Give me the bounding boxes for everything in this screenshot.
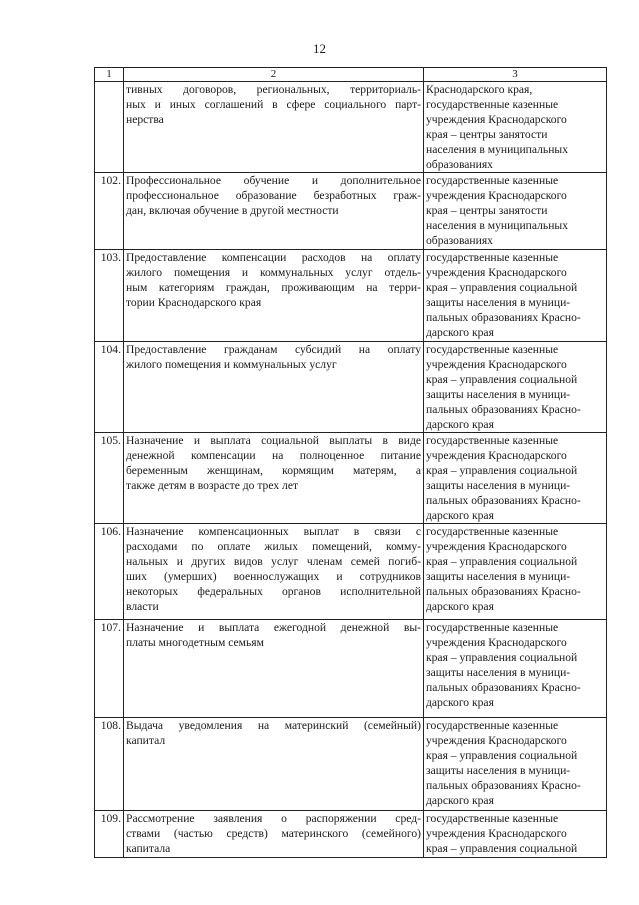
description-line: ным категориям граждан, проживающим на терри- xyxy=(126,281,421,294)
organization-line: края – управления социальной xyxy=(426,281,578,294)
organization-line: Краснодарского края, xyxy=(426,83,533,96)
organization-line: пальных образованиях Красно- xyxy=(426,585,581,598)
description-line: Предоставление компенсации расходов на оплату xyxy=(126,251,421,264)
description-line: расходами по оплате жилых помещений, комму- xyxy=(126,540,421,553)
row-number: 107. xyxy=(95,620,124,718)
organization-line: учреждения Краснодарского xyxy=(426,540,567,553)
description-line: капитал xyxy=(126,734,166,747)
service-description xyxy=(124,811,424,858)
description-line: ствами (частью средств) материнского (семейного) xyxy=(126,827,421,840)
table-row xyxy=(95,173,607,250)
responsible-organization xyxy=(424,433,607,524)
organization-line: края – управления социальной xyxy=(426,651,578,664)
description-line: ных и иных соглашений в сфере социального парт- xyxy=(126,98,421,111)
table-header-row xyxy=(95,68,607,82)
table-row xyxy=(95,250,607,342)
organization-line: учреждения Краснодарского xyxy=(426,266,567,279)
service-description xyxy=(124,82,424,173)
description-line: нальных и других видов услуг членам семей погиб- xyxy=(126,555,421,568)
organization-line: края – управления социальной xyxy=(426,464,578,477)
organization-line: защиты населения в муници- xyxy=(426,666,571,679)
description-line: Рассмотрение заявления о распоряжении сред- xyxy=(126,812,421,825)
description-line: жилого помещения и коммунальных услуг xyxy=(126,358,337,371)
table-row xyxy=(95,342,607,433)
description-line: Профессиональное обучение и дополнительное xyxy=(126,174,421,187)
row-number: 104. xyxy=(95,342,124,433)
description-line: платы многодетным семьям xyxy=(126,636,264,649)
organization-line: защиты населения в муници- xyxy=(426,764,571,777)
description-line: нерства xyxy=(126,113,164,126)
description-line: беременным женщинам, кормящим матерям, а xyxy=(126,464,421,477)
service-description xyxy=(124,342,424,433)
service-description xyxy=(124,250,424,342)
table-row xyxy=(95,82,607,173)
organization-line: государственные казенные xyxy=(426,812,559,825)
organization-line: государственные казенные xyxy=(426,525,559,538)
organization-line: учреждения Краснодарского xyxy=(426,827,567,840)
service-description xyxy=(124,524,424,620)
organization-line: государственные казенные xyxy=(426,343,559,356)
table-row xyxy=(95,524,607,620)
service-description xyxy=(124,433,424,524)
responsible-organization xyxy=(424,718,607,811)
organization-line: края – управления социальной xyxy=(426,373,578,386)
description-line: Предоставление гражданам субсидий на оплату xyxy=(126,343,421,356)
row-number: 109. xyxy=(95,811,124,858)
service-description xyxy=(124,620,424,718)
description-line: тивных договоров, региональных, территориаль- xyxy=(126,83,421,96)
row-number: 108. xyxy=(95,718,124,811)
organization-line: дарского края xyxy=(426,509,494,522)
description-line: власти xyxy=(126,600,159,613)
organization-line: учреждения Краснодарского xyxy=(426,189,567,202)
description-line: денежной компенсации на полноценное питание xyxy=(126,449,421,462)
organization-line: учреждения Краснодарского xyxy=(426,734,567,747)
responsible-organization xyxy=(424,342,607,433)
service-description xyxy=(124,718,424,811)
row-number: 102. xyxy=(95,173,124,250)
table-row xyxy=(95,433,607,524)
organization-line: пальных образованиях Красно- xyxy=(426,311,581,324)
organization-line: защиты населения в муници- xyxy=(426,296,571,309)
description-line: Назначение и выплата социальной выплаты в виде xyxy=(126,434,421,447)
organization-line: дарского края xyxy=(426,794,494,807)
service-description xyxy=(124,173,424,250)
organization-line: дарского края xyxy=(426,696,494,709)
organization-line: края – управления социальной xyxy=(426,749,578,762)
column-header-service: 2 xyxy=(124,68,424,82)
column-header-organization: 3 xyxy=(424,68,607,82)
organization-line: пальных образованиях Красно- xyxy=(426,494,581,507)
responsible-organization xyxy=(424,620,607,718)
organization-line: учреждения Краснодарского xyxy=(426,358,567,371)
column-header-number: 1 xyxy=(95,68,124,82)
row-number: 106. xyxy=(95,524,124,620)
description-line: Выдача уведомления на материнский (семейный) xyxy=(126,719,421,732)
description-line: Назначение компенсационных выплат в связи с xyxy=(126,525,421,538)
organization-line: государственные казенные xyxy=(426,174,559,187)
page-number: 12 xyxy=(313,41,326,56)
description-line: тории Краснодарского края xyxy=(126,296,262,309)
organization-line: учреждения Краснодарского xyxy=(426,113,567,126)
services-table xyxy=(94,67,607,858)
organization-line: пальных образованиях Красно- xyxy=(426,681,581,694)
description-line: некоторых федеральных органов исполнительной xyxy=(126,585,421,598)
row-number: 103. xyxy=(95,250,124,342)
table-row xyxy=(95,811,607,858)
organization-line: учреждения Краснодарского xyxy=(426,636,567,649)
organization-line: пальных образованиях Красно- xyxy=(426,403,581,416)
organization-line: края – управления социальной xyxy=(426,555,578,568)
organization-line: населения в муниципальных xyxy=(426,219,568,232)
description-line: жилого помещения и коммунальных услуг отдель- xyxy=(126,266,421,279)
responsible-organization xyxy=(424,82,607,173)
description-line: ших (умерших) военнослужащих и сотрудников xyxy=(126,570,421,583)
organization-line: государственные казенные xyxy=(426,719,559,732)
organization-line: учреждения Краснодарского xyxy=(426,449,567,462)
organization-line: государственные казенные xyxy=(426,98,559,111)
organization-line: дарского края xyxy=(426,600,494,613)
organization-line: края – центры занятости xyxy=(426,204,548,217)
organization-line: населения в муниципальных xyxy=(426,143,568,156)
organization-line: образованиях xyxy=(426,158,493,171)
description-line: профессиональное образование безработных граж- xyxy=(126,189,421,202)
organization-line: дарского края xyxy=(426,418,494,431)
row-number: 105. xyxy=(95,433,124,524)
table-row xyxy=(95,718,607,811)
organization-line: дарского края xyxy=(426,326,494,339)
organization-line: государственные казенные xyxy=(426,251,559,264)
organization-line: государственные казенные xyxy=(426,621,559,634)
description-line: капитала xyxy=(126,842,171,855)
responsible-organization xyxy=(424,811,607,858)
description-line: также детям в возрасте до трех лет xyxy=(126,479,299,492)
table-row xyxy=(95,620,607,718)
organization-line: образованиях xyxy=(426,234,493,247)
description-line: дан, включая обучение в другой местности xyxy=(126,204,339,217)
organization-line: государственные казенные xyxy=(426,434,559,447)
organization-line: пальных образованиях Красно- xyxy=(426,779,581,792)
organization-line: защиты населения в муници- xyxy=(426,479,571,492)
responsible-organization xyxy=(424,524,607,620)
row-number xyxy=(95,82,124,173)
organization-line: края – центры занятости xyxy=(426,128,548,141)
organization-line: края – управления социальной xyxy=(426,842,578,855)
organization-line: защиты населения в муници- xyxy=(426,388,571,401)
responsible-organization xyxy=(424,173,607,250)
description-line: Назначение и выплата ежегодной денежной вы- xyxy=(126,621,421,634)
responsible-organization xyxy=(424,250,607,342)
organization-line: защиты населения в муници- xyxy=(426,570,571,583)
